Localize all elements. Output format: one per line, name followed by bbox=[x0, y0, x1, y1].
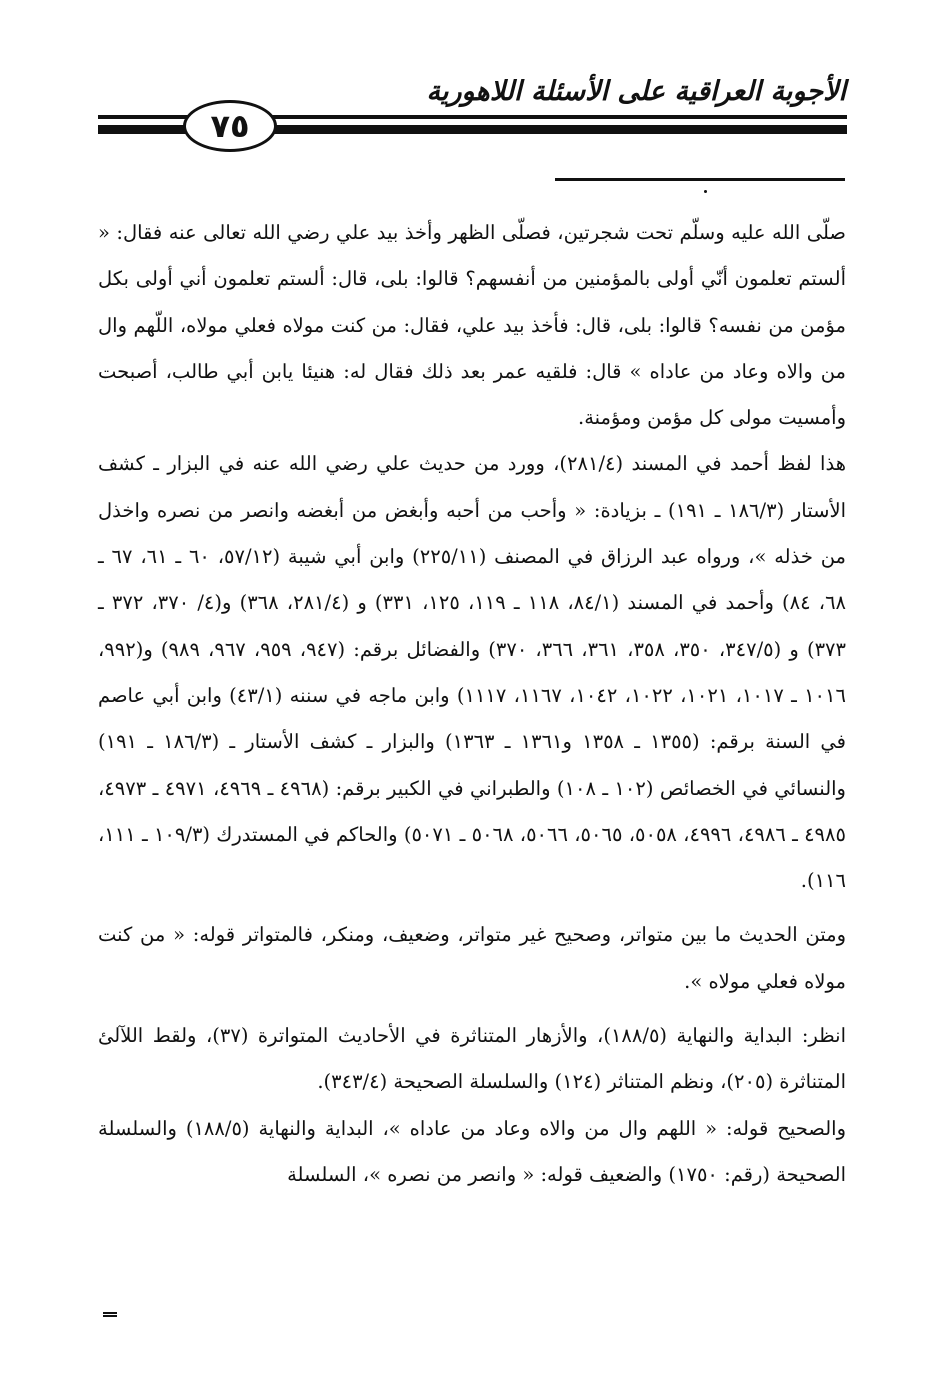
footnote-body bbox=[98, 210, 846, 1198]
running-header-title: الأجوبة العراقية على الأسئلة اللاهورية bbox=[426, 76, 846, 107]
page-number bbox=[183, 100, 277, 152]
paragraph-references: انظر: البداية والنهاية (١٨٨/٥)، والأزهار المتناثرة في الأحاديث المتواترة (٣٧)، ولقط اللآلئ المتناثرة (٢٠٥)، ونظم المتناثر (١٢٤) والسلسلة الصحيحة (٣٤٣/٤). bbox=[98, 1024, 846, 1094]
footnote-dot bbox=[704, 190, 707, 193]
footnote-separator bbox=[555, 178, 845, 181]
page-number-label: ٧٥ bbox=[210, 107, 250, 145]
paragraph-hadith: صلّى الله عليه وسلّم تحت شجرتين، فصلّى الظهر وأخذ بيد علي رضي الله تعالى عنه فقال: « ألستم تعلمون أنّي أولى بالمؤمنين من أنفسهم؟ قالوا: بلى، قال: ألستم تعلمون أني أولى بكل مؤمن من نفسه؟ قالوا: بلى، قال: فأخذ بيد علي، فقال: من كنت مولاه فعلي مولاه، اللّهم وال من والاه وعاد من عاداه » قال: فلقيه عمر بعد ذلك فقال له: هنيئا يابن أبي طالب، أصبحت وأمسيت مولى كل مؤمن ومؤمنة. bbox=[98, 221, 846, 430]
continuation-mark bbox=[103, 1312, 117, 1317]
paragraph-sahih-daif: والصحيح قوله: « اللهم وال من والاه وعاد من عاداه »، البداية والنهاية (١٨٨/٥) والسلسلة الصحيحة (رقم: ١٧٥٠) والضعيف قوله: « وانصر من نصره »، السلسلة bbox=[98, 1116, 846, 1186]
paragraph-takhrij: هذا لفظ أحمد في المسند (٢٨١/٤)، وورد من حديث علي رضي الله عنه في البزار ـ كشف الأستار (١٨٦/٣ ـ ١٩١) ـ بزيادة: « وأحب من أحبه وأبغض من أبغضه وانصر من نصره واخذل من خذله »، ورواه عبد الرزاق في المصنف (٢٢٥/١١) وابن أبي شيبة (٥٧/١٢، ٦٠ ـ ٦١، ٦٧ ـ ٦٨، ٨٤) وأحمد في المسند (٨٤/١، ١١٨ ـ ١١٩، ١٢٥، ٣٣١) و (٢٨١/٤، ٣٦٨) و(٤/ ٣٧٠، ٣٧٢ ـ ٣٧٣) و (٣٤٧/٥، ٣٥٠، ٣٥٨، ٣٦١، ٣٦٦، ٣٧٠) والفضائل برقم: (٩٤٧، ٩٥٩، ٩٦٧، ٩٨٩) و(٩٩٢، ١٠١٦ ـ ١٠١٧، ١٠٢١، ١٠٢٢، ١٠٤٢، ١١٦٧، ١١١٧) وابن ماجه في سننه (٤٣/١) وابن أبي عاصم في السنة برقم: (١٣٥٥ ـ ١٣٥٨ و١٣٦١ ـ ١٣٦٣) والبزار ـ كشف الأستار ـ (١٨٦/٣ ـ ١٩١) والنسائي في الخصائص (١٠٢ ـ ١٠٨) والطبراني في الكبير برقم: (٤٩٦٨ ـ ٤٩٦٩، ٤٩٧١ ـ ٤٩٧٣، ٤٩٨٥ ـ ٤٩٨٦، ٤٩٩٦، ٥٠٥٨، ٥٠٦٥، ٥٠٦٦، ٥٠٦٨ ـ ٥٠٧١) والحاكم في المستدرك (١٠٩/٣ ـ ١١١، ١١٦). bbox=[98, 452, 847, 893]
paragraph-matn-grading: ومتن الحديث ما بين متواتر، وصحيح غير متواتر، وضعيف، ومنكر، فالمتواتر قوله: « من كنت مولاه فعلي مولاه ». bbox=[98, 923, 846, 993]
